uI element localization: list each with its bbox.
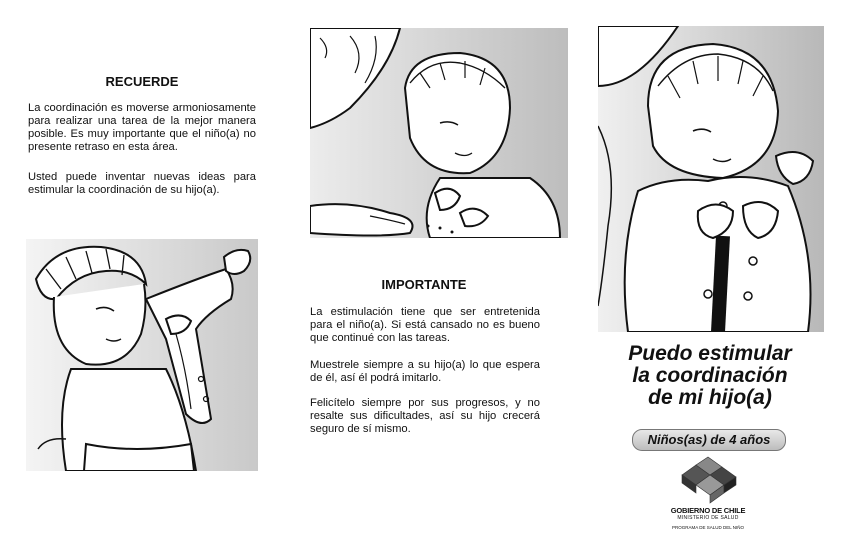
- age-badge: Niños(as) de 4 años: [632, 429, 786, 451]
- cover-title: [585, 343, 835, 409]
- cover-title-line-3: de mi hijo(a): [648, 386, 772, 409]
- recuerde-heading: RECUERDE: [105, 74, 179, 89]
- logo-line-2: MINISTERIO DE SALUD: [677, 515, 739, 521]
- importante-paragraph-1: La estimulación tiene que ser entretenida para el niño(a). Si está cansado no es bueno que continué con las tareas.: [310, 306, 540, 344]
- child-dressing-illustration: [26, 239, 258, 471]
- gobierno-logo-text: [650, 506, 766, 530]
- importante-heading: IMPORTANTE: [381, 277, 467, 292]
- child-buttoning-illustration: [598, 26, 824, 332]
- cover-title-line-2: la coordinación: [632, 364, 788, 387]
- importante-paragraph-3: Felicítelo siempre por sus progresos, y no resalte sus dificultades, así su hijo crecerá seguro de sí mismo.: [310, 397, 540, 435]
- recuerde-paragraph-2: Usted puede inventar nuevas ideas para estimular la coordinación de su hijo(a).: [28, 171, 256, 196]
- left-panel: [0, 0, 282, 556]
- middle-panel: [282, 0, 564, 556]
- recuerde-paragraph-1: La coordinación es moverse armoniosamente para realizar una tarea de la mejor manera posible. Es muy importante que el niño(a) no presente retraso en esta área.: [28, 102, 256, 153]
- cover-panel: [564, 0, 848, 556]
- logo-line-1: GOBIERNO DE CHILE: [670, 506, 746, 515]
- parent-child-play-illustration: [310, 28, 568, 238]
- gobierno-logo-icon: [672, 455, 744, 505]
- importante-paragraph-2: Muestrele siempre a su hijo(a) lo que espera de él, así él podrá imitarlo.: [310, 359, 540, 384]
- cover-title-line-1: Puedo estimular: [628, 342, 792, 365]
- logo-line-3: PROGRAMA DE SALUD DEL NIÑO: [671, 525, 745, 530]
